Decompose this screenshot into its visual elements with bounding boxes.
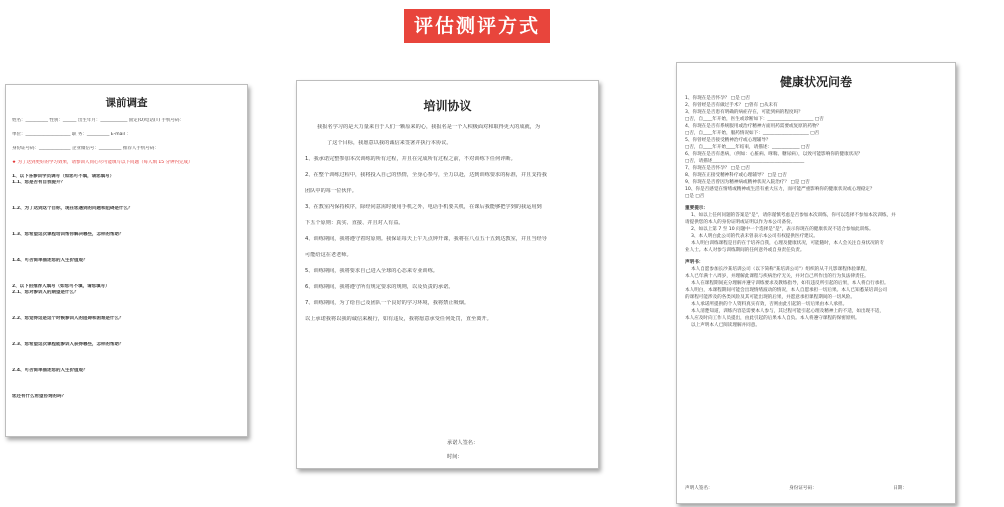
health-statement-title: 声明书： [685, 260, 704, 265]
health-question: □否，自____年开始，医生或诊断如下：____________________ □否 [685, 117, 824, 122]
agreement-item: 6、训练期间，我将遵守所有规定要求的规则，以及负责的承诺。 [305, 284, 454, 290]
survey-question: 2.1、您对参训人的期望是什么？ [12, 290, 79, 295]
survey-field-line: 单位：____________________ 职 务：__________ E-mail ： [12, 132, 131, 137]
health-question: 3、你现在是否患有明确的病症存在，可能到病的程度吗？ [685, 110, 803, 115]
survey-field-line: 姓名：__________ 性别：______ 出生年月：____________ 固定(O)电话(T) 手机号码： [12, 118, 185, 123]
agreement-item: 3、在教室内保持秩序，除经同意需时使用手机之外，电话手机要关机，在课后我能够把学到的我运用到 [305, 204, 542, 210]
health-question: 2、你曾经是否有做过手术？ □曾有 □从未有 [685, 103, 778, 108]
health-id-label: 身份证号码： [789, 486, 817, 491]
health-question: 1、你现在是否怀孕？ □是 □否 [685, 96, 751, 101]
health-statement-line: 本人自愿参加长沙某培训公司（以下简称"某培训公司"）组织的从千凡影课程体验课程， [691, 267, 870, 272]
health-statement-line: 以上声明本人已阅读理解并同意。 [691, 323, 760, 328]
agreement-item: 7、训练期间，为了给自己及团队一个良好的学习环境，我将禁止吸烟。 [305, 300, 470, 306]
health-questionnaire-document [676, 62, 956, 504]
health-question: □是 □否 [685, 194, 705, 199]
agreement-title: 培训协议 [423, 99, 472, 113]
survey-question: 1.3、您希望这次课程培训帮你解决哪些，怎样的帮助？ [12, 232, 124, 237]
health-title: 健康状况问卷 [779, 75, 852, 89]
health-question: □否，请描述________________________________________ [685, 159, 805, 164]
health-notice-line: 3、本人明白此公司的代表未曾表示本公司有权提供医疗建议。 [691, 234, 818, 239]
agreement-intro-line: 了这个目标，我愿意以我的诚信来签署并执行本协议。 [327, 140, 452, 146]
survey-question: 1.4、可否简单描述您的人生价值观？ [12, 258, 88, 263]
health-question: 7、你现在是否怀孕？ □是 □否 [685, 166, 751, 171]
agreement-item: 2、在整个训练过程中，我将投入自己的热情，全身心参与，全力以赴，达到训练要求的标准，并且支持我 [305, 172, 547, 178]
survey-question: 您还有什么希望咨询的吗？ [12, 394, 66, 399]
health-notice-line: 请提供您的本人的身份证明或证明以作为本公司备份。 [685, 220, 796, 225]
health-notice-title: 重要提示： [685, 206, 708, 211]
health-statement-line: 本人承诺所提供的个人资料真实有效，否则由此引起的一切后果由本人承担。 [691, 302, 848, 307]
agreement-item: 团队中的每一位伙伴。 [305, 188, 357, 194]
survey-question: 1.2、为了达到这个目标，现在您遇到的问题和阻碍是什么？ [12, 206, 133, 211]
training-agreement-document [296, 80, 599, 469]
health-notice-line: 1、如以上任何问题的答案是"是"，请你谨慎考虑是否参加本次训练，你可以选择不参加本次训练，并 [691, 213, 896, 218]
survey-section-heading: 2、以下由推荐人填写（如您可不填，请您填写） [12, 284, 110, 289]
survey-question: 2.3、您希望这次课程能参训人获得哪些，怎样的帮助？ [12, 342, 124, 347]
health-statement-line: 本人清楚知道，训练内容是需要本人参与，其过程可能引起心理及精神上的不适，如出现不适， [691, 309, 884, 314]
health-question: 8、你现在正接受精神科疗或心理辅导？ □是 □否 [685, 173, 787, 178]
survey-field-line: 身份证号码：______________ 企业微信号：__________ 推荐人手机号码： [12, 146, 159, 151]
agreement-item: 5、训练期间，我将要求自己进入全球的心态来专业训练。 [305, 268, 438, 274]
health-statement-line: 本人在课程期间充分理解并遵守训练要求及教练指导，如有违反所引起的后果，本人将自行承担。 [691, 281, 889, 286]
health-date-label: 日期： [893, 486, 907, 491]
pre-course-survey-document [5, 84, 248, 437]
health-question: □否，自____年开始____年结束，请描述：____________ □否 [685, 145, 810, 150]
page-title-banner: 评估测评方式 [404, 9, 550, 43]
health-signature-footer [685, 485, 947, 491]
agreement-signer-label: 承诺人签名： [447, 440, 479, 446]
health-notice-line: 业人士。本人对参与训练期间的任何意外或自身责任负责。 [685, 248, 805, 253]
health-question: □否，自____年开始，服药情况如下：____________________ □否 [685, 131, 820, 136]
health-question: 10、你是否感觉在情绪或精神或生活有重大压力，而可能严重影响你的健康状况或心理稳定？ [685, 187, 875, 192]
agreement-item: 4、训练期间，我将遵守着时原则。我保证每天上午九点钟开课，我将在八点五十五到达教室，并且当经导 [305, 236, 547, 242]
survey-section-heading: 1、以下各参训学员调写（如您可不填，请您填写） [12, 174, 115, 179]
agreement-date-label: 时间： [447, 454, 463, 460]
agreement-item: 可能给这在老老师。 [305, 252, 352, 258]
health-statement-line: 的课程可能涉及的各类风险及其可能出现的后果，并愿意承担课程期间的一切风险。 [685, 295, 855, 300]
health-question: 6、你现在是否有患病，（例如：心脏病、哮喘、糖尿病），以致可能影响你的健康状况？ [685, 152, 863, 157]
survey-notice: ★ 为了达到更好的学习效果，请参训人同心尽可能填写以下问题（每人填 15 分钟内完成） [12, 160, 193, 165]
agreement-item: 1、我承诺完整参加本次训练的所有过程，并且在完成所有过程之前，不对训练下任何评断。 [305, 156, 516, 162]
survey-question: 1.1、您是否有自我提升？ [12, 180, 65, 185]
survey-question: 2.4、可否简单描述您的人生价值观？ [12, 368, 88, 373]
health-notice-line: 本人明白训练课程是目的在于培养自我，心理及健康状况，可能随时，本人会关注自身状况的专 [691, 241, 884, 246]
health-question: 9、你现在是否曾因为精神病或精神状况入院治疗？ □是 □否 [685, 180, 810, 185]
health-statement-line: 本人明白，本课程期间可能会出现情绪波动的情况，本人自愿承担一切后果。本人已知悉某培训公司 [685, 288, 888, 293]
health-statement-line: 本人应及时向工作人员提出，由此引起的后果本人自负。本人将遵守课程的保密原则。 [685, 316, 860, 321]
agreement-intro-line: 我报名学习的是大力量来自于人们一颗原来的心，我报名是一个人积极面对和取得更大的成就，为 [317, 124, 541, 130]
health-signer-label: 声明人签名： [685, 486, 713, 491]
health-notice-line: 2、如以上第 7 至 10 问题中一个选择是"是"，表示你现在的健康状况不适合参加此训练。 [691, 227, 874, 232]
health-question: 4、你现在是否有系统服用或治疗精神方面用药需要或复原的药物？ [685, 124, 822, 129]
survey-question: 2.2、您觉得这是这个时候参训人的阻碍和困难是什么？ [12, 316, 124, 321]
health-statement-line: 本人已年满十八周岁，并理解此课程与疾病治疗无关，并对自己所作出的行为负法律责任。 [685, 274, 869, 279]
survey-title: 课前调查 [105, 97, 148, 109]
agreement-item: 下五个原则：真实、直接、并且对人有益。 [305, 220, 404, 226]
health-question: 5、你曾经是否接受精神治疗或心理辅导？ [685, 138, 771, 143]
agreement-closing: 以上承诺我将以我的诚信来履行，如有违反，我将愿意承受任何处罚，直至离开。 [305, 316, 492, 322]
